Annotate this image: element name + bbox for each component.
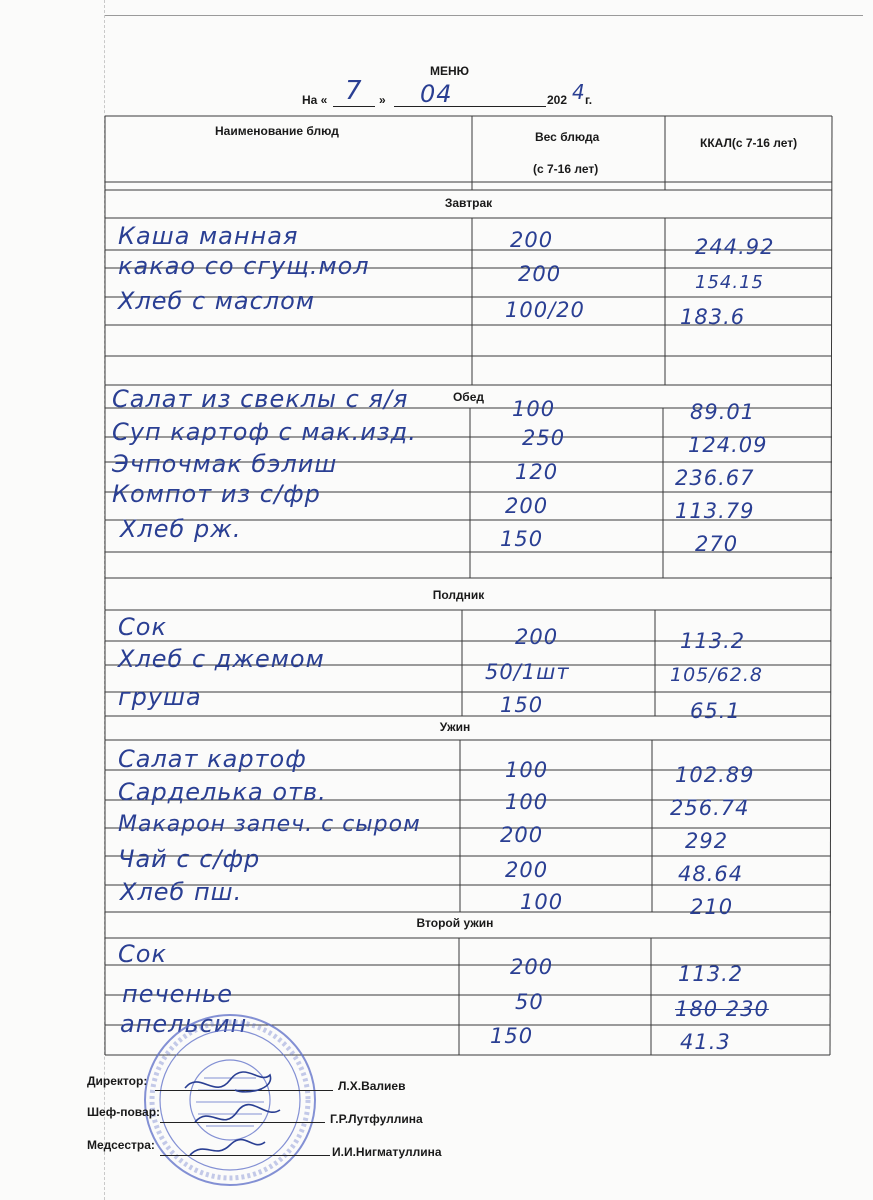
dish-kcal: 65.1 [690, 699, 741, 723]
col-header-kcal: ККАЛ(с 7-16 лет) [700, 136, 798, 150]
dish-kcal: 180 230 [675, 997, 769, 1021]
section-title-second-dinner: Второй ужин [416, 916, 494, 930]
date-month: 04 [420, 80, 453, 108]
section-title-breakfast: Завтрак [444, 196, 493, 210]
dish-weight: 50/1шт [485, 660, 570, 684]
date-day: 7 [345, 76, 363, 106]
dish-name: Хлеб рж. [120, 515, 242, 543]
dish-kcal: 256.74 [670, 796, 750, 820]
dish-kcal: 113.79 [675, 499, 755, 523]
dish-name: Салат из свеклы с я/я [112, 385, 409, 413]
dish-kcal: 48.64 [678, 862, 744, 886]
dish-name: какао со сгущ.мол [118, 252, 370, 280]
dish-kcal: 41.3 [680, 1030, 731, 1054]
dish-name: груша [118, 683, 202, 711]
dish-weight: 120 [515, 460, 559, 484]
director-label: Директор: [87, 1074, 148, 1088]
section-title-lunch: Обед [452, 390, 485, 404]
dish-name: Салат картоф [118, 745, 307, 773]
dish-weight: 200 [515, 625, 559, 649]
dish-weight: 100 [512, 397, 556, 421]
dish-kcal: 292 [685, 829, 729, 853]
dish-weight: 150 [490, 1024, 534, 1048]
dish-name: Компот из с/фр [112, 480, 321, 508]
dish-name: Хлеб пш. [120, 878, 243, 906]
date-month-line [394, 106, 546, 107]
dish-weight: 200 [510, 955, 554, 979]
dish-kcal: 113.2 [680, 629, 746, 653]
dish-name: Суп картоф с мак.изд. [112, 418, 417, 446]
dish-name: Эчпочмак бэлиш [112, 450, 338, 478]
dish-name: Чай с с/фр [118, 845, 261, 873]
director-name: Л.Х.Валиев [338, 1079, 406, 1093]
dish-name: апельсин [120, 1010, 248, 1038]
dish-name: Каша манная [118, 222, 299, 250]
dish-kcal: 154.15 [695, 272, 764, 293]
date-year-digit: 4 [572, 80, 586, 104]
dish-name: Сок [118, 613, 167, 641]
date-suffix: г. [585, 93, 593, 107]
dish-weight: 150 [500, 693, 544, 717]
dish-weight: 200 [500, 823, 544, 847]
dish-kcal: 105/62.8 [670, 664, 763, 686]
dish-name: Макарон запеч. с сыром [118, 812, 421, 837]
section-title-dinner: Ужин [439, 720, 471, 734]
dish-weight: 200 [510, 228, 554, 252]
dish-kcal: 183.6 [680, 305, 746, 329]
dish-weight: 100/20 [505, 298, 585, 322]
chef-name: Г.Р.Лутфуллина [330, 1112, 423, 1126]
date-prefix: На « [302, 93, 328, 107]
dish-weight: 100 [505, 790, 549, 814]
dish-weight: 200 [518, 262, 562, 286]
nurse-name: И.И.Нигматуллина [332, 1145, 442, 1159]
dish-weight: 200 [505, 494, 549, 518]
dish-name: печенье [122, 980, 234, 1008]
dish-kcal: 210 [690, 895, 734, 919]
chef-label: Шеф-повар: [87, 1105, 161, 1119]
dish-name: Сарделька отв. [118, 778, 327, 806]
date-mid: » [379, 93, 386, 107]
dish-kcal: 244.92 [695, 235, 775, 259]
dish-kcal: 102.89 [675, 763, 755, 787]
nurse-label: Медсестра: [87, 1138, 155, 1152]
dish-kcal: 270 [695, 532, 739, 556]
dish-name: Сок [118, 940, 167, 968]
dish-weight: 100 [520, 890, 564, 914]
dish-weight: 200 [505, 858, 549, 882]
dish-kcal: 113.2 [678, 962, 744, 986]
dish-weight: 250 [522, 426, 566, 450]
top-border [105, 15, 863, 16]
dish-weight: 50 [515, 990, 544, 1014]
col-header-dish: Наименование блюд [215, 124, 339, 138]
dish-weight: 100 [505, 758, 549, 782]
dish-kcal: 124.09 [688, 433, 768, 457]
col-header-weight: Вес блюда [535, 130, 600, 144]
dish-kcal: 89.01 [690, 400, 756, 424]
date-day-line [333, 106, 375, 107]
col-header-weight-age: (с 7-16 лет) [533, 162, 599, 176]
dish-name: Хлеб с джемом [118, 645, 325, 673]
section-title-snack: Полдник [432, 588, 485, 602]
signature-scribbles [175, 1060, 295, 1170]
menu-title: МЕНЮ [430, 64, 470, 78]
date-year-prefix: 202 [547, 93, 568, 107]
dish-name: Хлеб с маслом [118, 287, 315, 315]
dish-weight: 150 [500, 527, 544, 551]
dish-kcal: 236.67 [675, 466, 755, 490]
